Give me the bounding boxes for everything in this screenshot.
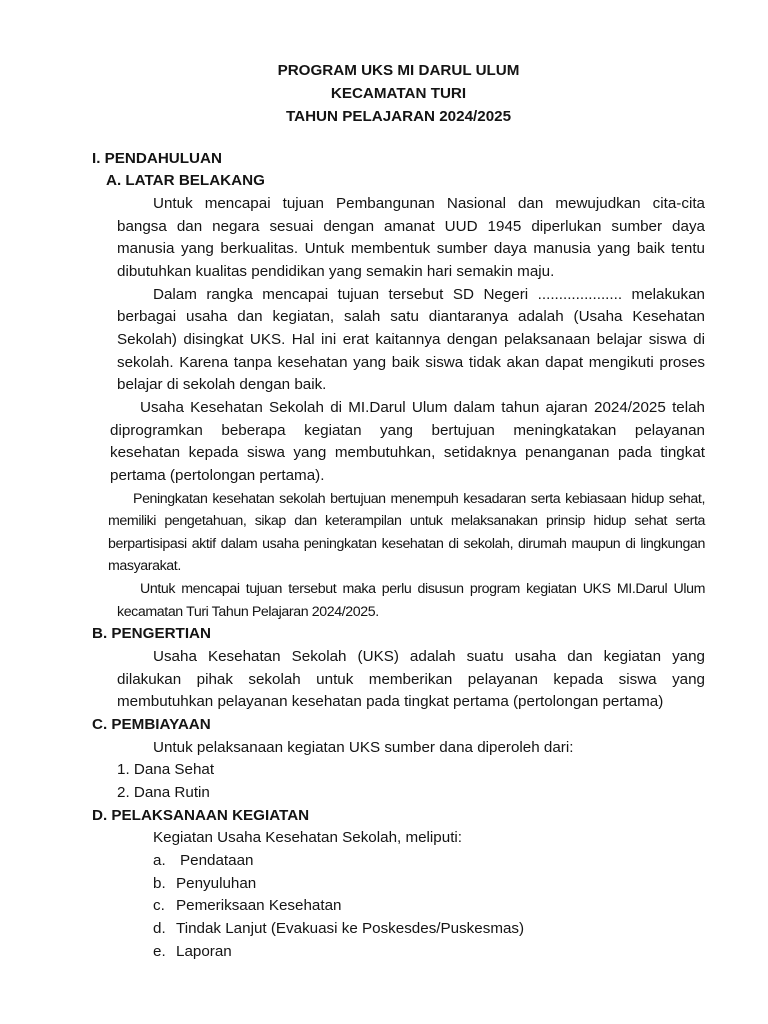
paragraph-5 (0, 578, 768, 623)
paragraph-line: Dalam rangka mencapai tujuan tersebut SD Negeri .................... melakukan (153, 285, 705, 303)
list-item-text: Pendataan (180, 852, 254, 869)
paragraph-line: memiliki pengetahuan, sikap dan keterampilan untuk melaksanakan prinsip hidup sehat serta (108, 513, 705, 530)
pembiayaan-intro: Untuk pelaksanaan kegiatan UKS sumber dana diperoleh dari: (153, 738, 574, 756)
section-heading-pembiayaan: C. PEMBIAYAAN (92, 716, 211, 734)
list-item-text: Laporan (176, 942, 232, 960)
paragraph-line: Untuk mencapai tujuan tersebut maka perlu disusun program kegiatan UKS MI.Darul Ulum (140, 581, 705, 598)
paragraph-line: pertama (pertolongan pertama). (110, 466, 325, 484)
paragraph-line: berpartisipasi aktif dalam usaha peningkatan kesehatan di sekolah, dirumah maupun di lingkungan (108, 535, 705, 552)
list-marker: b. (153, 874, 166, 892)
doc-district: KECAMATAN TURI (330, 84, 467, 102)
pelaksanaan-intro: Kegiatan Usaha Kesehatan Sekolah, meliputi: (153, 829, 463, 847)
doc-title: PROGRAM UKS MI DARUL ULUM (277, 61, 520, 79)
paragraph-line: Sekolah) disingkat UKS. Hal ini erat kaitannya dengan pelaksanaan belajar siswa di (117, 330, 705, 348)
list-marker: d. (153, 919, 166, 937)
paragraph-1 (0, 193, 768, 284)
paragraph-line: bangsa dan negara sesuai dengan amanat UUD 1945 diperlukan sumber daya (117, 217, 705, 235)
paragraph-2 (0, 284, 768, 397)
paragraph-3 (0, 397, 768, 488)
document-body (0, 148, 768, 964)
paragraph-line: dilakukan pihak sekolah untuk memberikan pelayanan kepada siswa yang (117, 670, 705, 688)
list-marker: a. (153, 852, 166, 869)
list-item: 1. Dana Sehat (117, 761, 215, 779)
list-item-text: Tindak Lanjut (Evakuasi ke Poskesdes/Puskesmas) (176, 919, 525, 937)
list-item (153, 895, 705, 918)
section-heading-pengertian: B. PENGERTIAN (92, 625, 211, 643)
section-heading-pendahuluan: I. PENDAHULUAN (92, 149, 222, 167)
paragraph-line: berbagai usaha dan kegiatan, salah satu diantaranya adalah (Usaha Kesehatan (117, 308, 705, 326)
paragraph-line: Untuk mencapai tujuan Pembangunan Nasional dan mewujudkan cita-cita (153, 194, 705, 212)
paragraph-line: Peningkatan kesehatan sekolah bertujuan menempuh kesadaran serta kebiasaan hidup sehat, (133, 490, 705, 507)
list-item: 2. Dana Rutin (117, 784, 210, 802)
paragraph-4 (0, 488, 768, 579)
title-block (92, 59, 705, 128)
list-item (153, 941, 705, 964)
paragraph-line: belajar di sekolah dengan baik. (117, 376, 327, 394)
paragraph-line: Usaha Kesehatan Sekolah di MI.Darul Ulum dalam tahun ajaran 2024/2025 telah (140, 398, 705, 416)
list-item (153, 873, 705, 896)
paragraph-line: membutuhkan pelayanan kesehatan pada tingkat pertama (pertolongan pertama) (117, 693, 664, 711)
list-marker: e. (153, 942, 166, 960)
paragraph-line: dibutuhkan kualitas pendidikan yang semakin hari semakin maju. (117, 262, 555, 280)
paragraph-pengertian (0, 646, 768, 714)
paragraph-line: masyarakat. (108, 558, 181, 575)
list-item (153, 918, 705, 941)
list-marker: c. (153, 897, 165, 915)
list-item (153, 850, 705, 873)
doc-year: TAHUN PELAJARAN 2024/2025 (285, 107, 512, 125)
paragraph-line: manusia yang berkualitas. Untuk membentuk sumber daya manusia yang baik tentu (117, 240, 705, 258)
subsection-heading-latar-belakang: A. LATAR BELAKANG (106, 172, 265, 190)
paragraph-line: kecamatan Turi Tahun Pelajaran 2024/2025. (117, 603, 379, 620)
paragraph-line: Usaha Kesehatan Sekolah (UKS) adalah suatu usaha dan kegiatan yang (153, 648, 705, 666)
section-heading-pelaksanaan: D. PELAKSANAAN KEGIATAN (92, 806, 310, 824)
list-item-text: Penyuluhan (176, 874, 257, 892)
paragraph-line: kesehatan kepada siswa yang membutuhkan, setidaknya penanganan pada tingkat (110, 444, 705, 462)
paragraph-line: sekolah. Karena tanpa kesehatan yang baik siswa tidak akan dapat mengikuti proses (117, 353, 705, 371)
list-item-text: Pemeriksaan Kesehatan (176, 897, 342, 915)
paragraph-line: diprogramkan beberapa kegiatan yang bertujuan meningkatakan pelayanan (110, 421, 705, 439)
